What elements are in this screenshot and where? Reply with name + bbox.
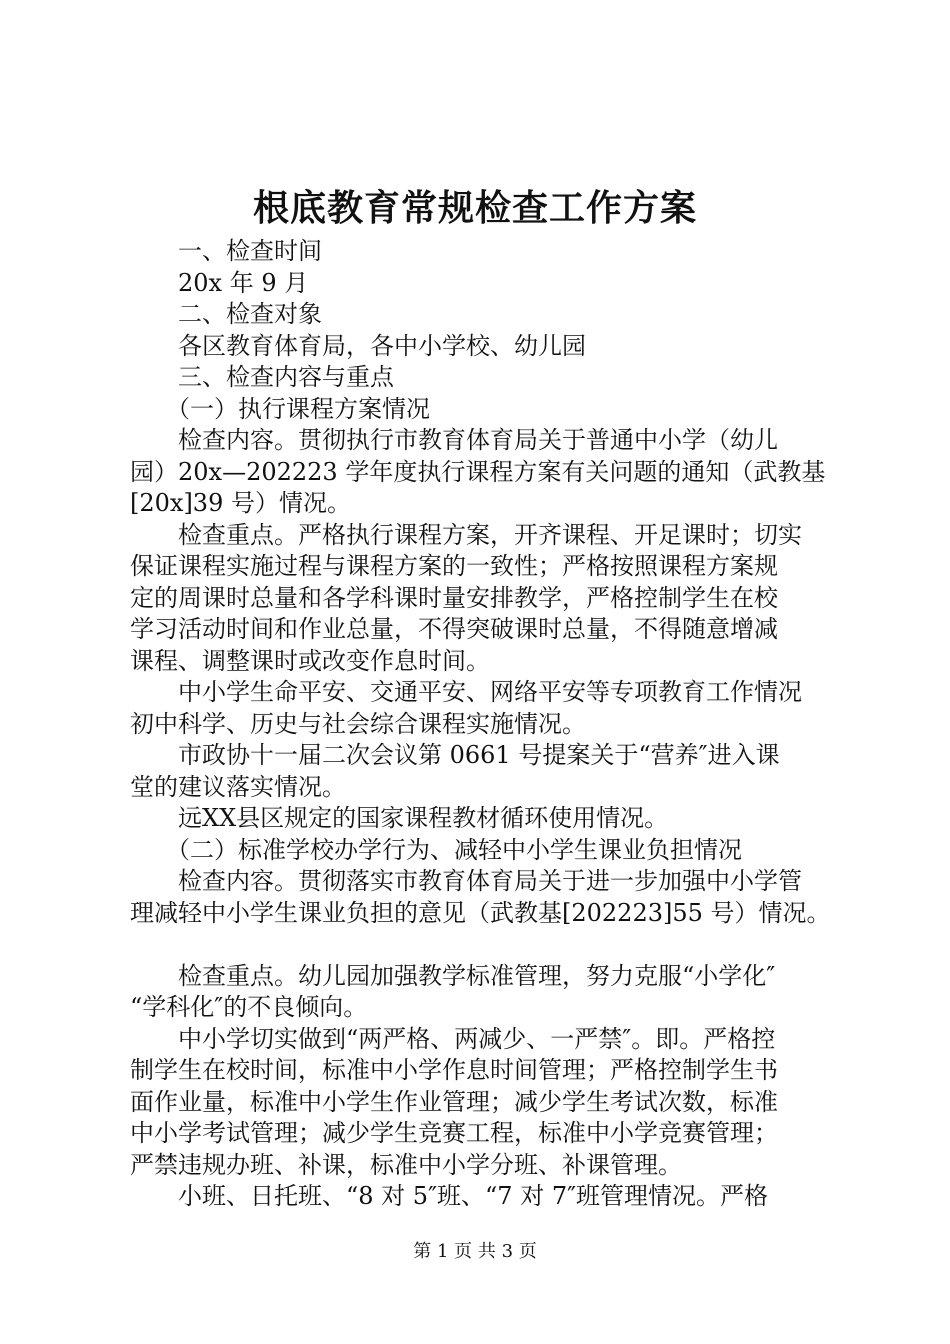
section-heading: 一、检查时间 — [178, 237, 322, 265]
paragraph-line: 面作业量，标准中小学生作业管理；减少学生考试次数，标准 — [130, 1087, 778, 1116]
paragraph-line: 检查内容。贯彻落实市教育体育局关于进一步加强中小学管 — [178, 867, 802, 895]
page-footer: 第 1 页 共 3 页 — [413, 1241, 537, 1262]
section-heading: 三、检查内容与重点 — [178, 363, 394, 391]
paragraph-line: [20x]39 号）情况。 — [130, 489, 351, 517]
paragraph-line: 定的周课时总量和各学科课时量安排教学，严格控制学生在校 — [130, 583, 778, 612]
subsection-heading: （二）标准学校办学行为、减轻中小学生课业负担情况 — [166, 835, 742, 864]
paragraph-line: 保证课程实施过程与课程方案的一致性；严格按照课程方案规 — [130, 552, 778, 580]
paragraph-line: 中小学生命平安、交通平安、网络平安等专项教育工作情况 — [178, 678, 802, 706]
paragraph-line: 各区教育体育局，各中小学校、幼儿园 — [178, 331, 586, 360]
document-title: 根底教育常规检查工作方案 — [252, 187, 697, 229]
paragraph-line: 检查重点。严格执行课程方案，开齐课程、开足课时；切实 — [178, 520, 802, 549]
paragraph-line: 检查内容。贯彻执行市教育体育局关于普通中小学（幼儿 — [178, 426, 778, 454]
paragraph-line: 课程、调整课时或改变作息时间。 — [130, 646, 490, 675]
paragraph-line: 严禁违规办班、补课，标准中小学分班、补课管理。 — [130, 1150, 682, 1179]
paragraph-line: “学科化″的不良倾向。 — [130, 993, 368, 1021]
paragraph-line: 中小学切实做到“两严格、两减少、一严禁″。即。严格控 — [178, 1024, 776, 1053]
paragraph-line: 小班、日托班、“8 对 5″班、“7 对 7″班管理情况。严格 — [178, 1182, 769, 1210]
paragraph-line: 制学生在校时间，标准中小学作息时间管理；严格控制学生书 — [130, 1056, 778, 1084]
subsection-heading: （一）执行课程方案情况 — [166, 394, 430, 423]
paragraph-line: 园）20x—202223 学年度执行课程方案有关问题的通知（武教基 — [130, 457, 826, 486]
paragraph-line: 市政协十一届二次会议第 0661 号提案关于“营养″进入课 — [178, 741, 780, 769]
paragraph-line: 堂的建议落实情况。 — [130, 772, 346, 801]
paragraph-line: 中小学考试管理；减少学生竞赛工程，标准中小学竞赛管理； — [130, 1119, 778, 1147]
paragraph-line: 理减轻中小学生课业负担的意见（武教基[202223]55 号）情况。 — [130, 898, 831, 927]
blank-line — [130, 929, 870, 961]
paragraph-line: 学习活动时间和作业总量，不得突破课时总量，不得随意增减 — [130, 615, 778, 643]
paragraph-line: 初中科学、历史与社会综合课程实施情况。 — [130, 709, 586, 738]
paragraph-line: 20x 年 9 月 — [178, 268, 309, 297]
paragraph-line: 远XX县区规定的国家课程教材循环使用情况。 — [178, 804, 669, 832]
section-heading: 二、检查对象 — [178, 300, 322, 328]
paragraph-line: 检查重点。幼儿园加强教学标准管理，努力克服“小学化″ — [178, 961, 776, 990]
document-body — [130, 236, 870, 1213]
